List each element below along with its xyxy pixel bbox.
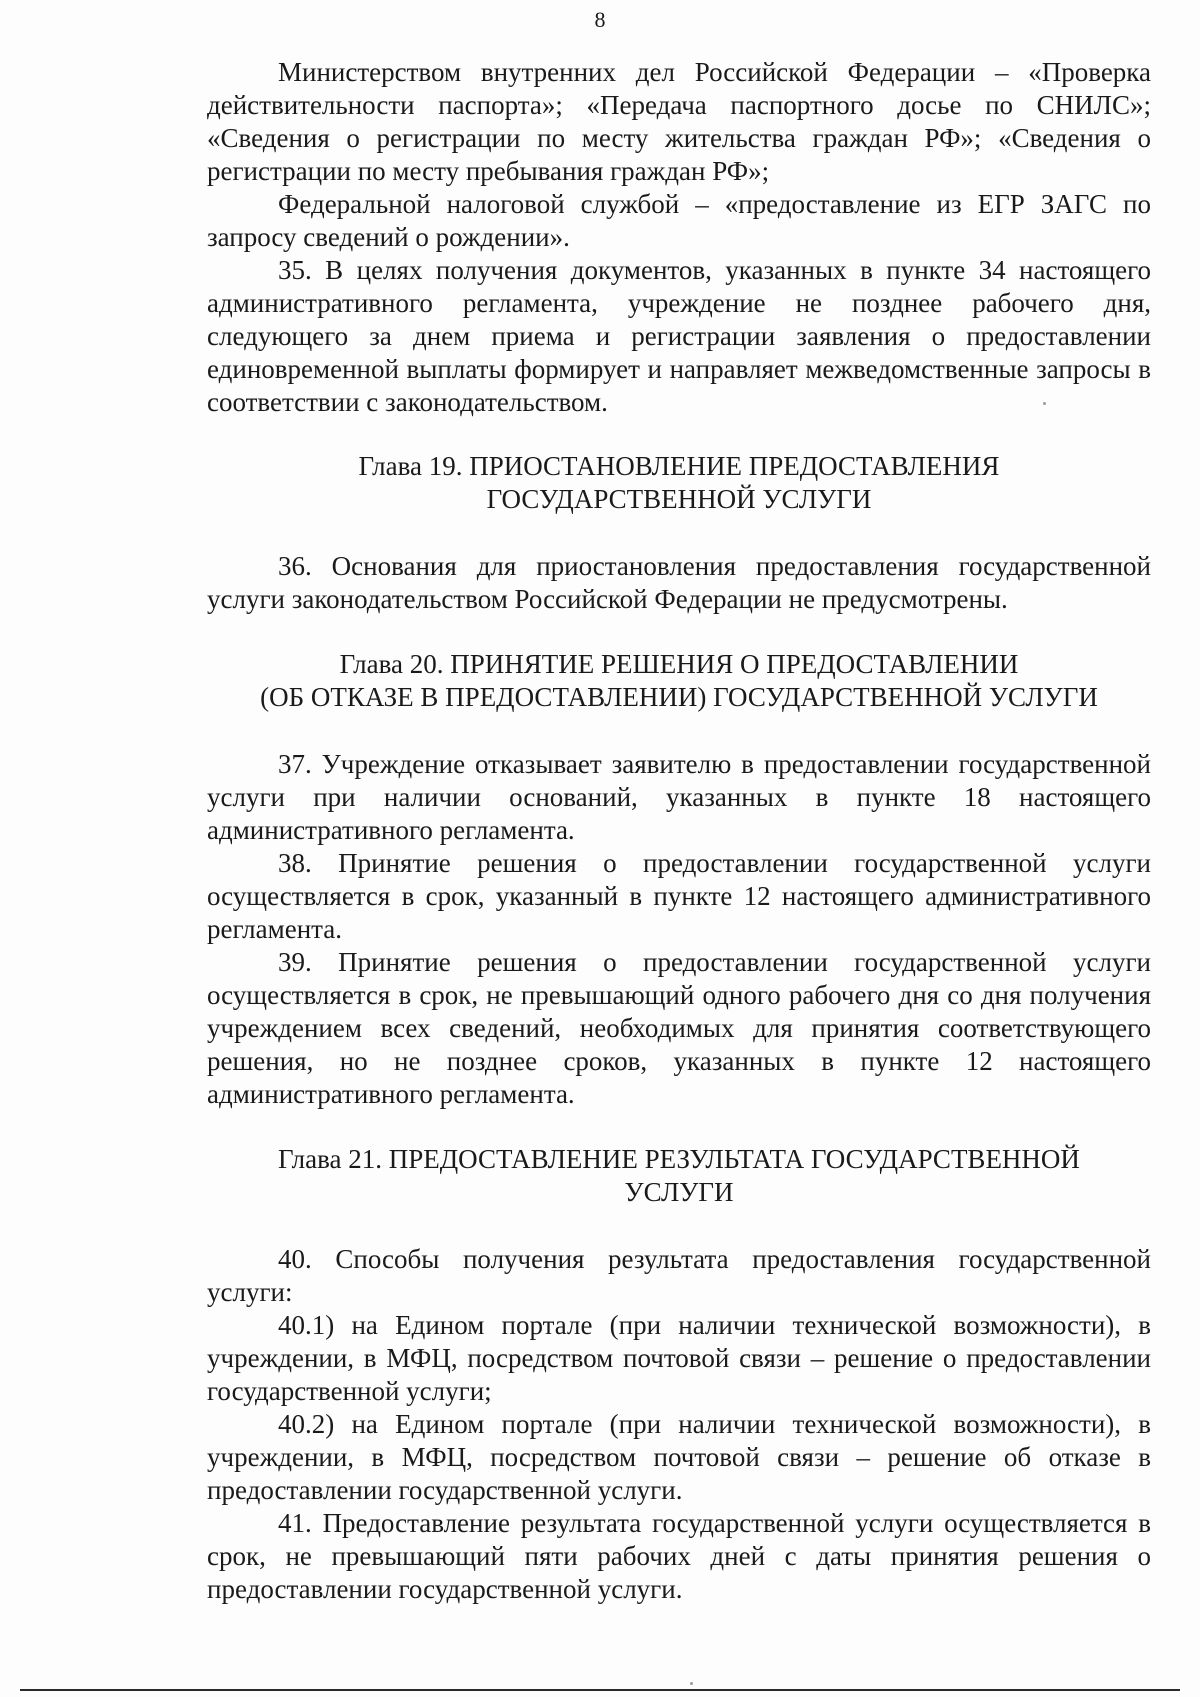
paragraph-mvd-services: Министерством внутренних дел Российской Федерации – «Проверка действительности паспорта»; «Передача паспортного досье по СНИЛС»; «Сведения о регистрации по месту жительства граждан РФ»; «Сведения о регистрации по месту пребывания граждан РФ»; bbox=[207, 57, 1151, 186]
scan-speck bbox=[1043, 402, 1046, 405]
chapter-19-heading bbox=[207, 450, 1151, 516]
document-body bbox=[207, 56, 1151, 1606]
paragraph-40-2: 40.2) на Едином портале (при наличии технической возможности), в учреждении, в МФЦ, посредством почтовой связи – решение об отказе в предоставлении государственной услуги. bbox=[207, 1409, 1151, 1505]
paragraph-37: 37. Учреждение отказывает заявителю в предоставлении государственной услуги при наличии оснований, указанных в пункте 18 настоящего административного регламента. bbox=[207, 749, 1151, 845]
page-number: 8 bbox=[594, 7, 606, 32]
chapter-20-heading-line-1: Глава 20. ПРИНЯТИЕ РЕШЕНИЯ О ПРЕДОСТАВЛЕНИИ bbox=[339, 649, 1019, 679]
chapter-21-heading-line-1: Глава 21. ПРЕДОСТАВЛЕНИЕ РЕЗУЛЬТАТА ГОСУДАРСТВЕННОЙ bbox=[278, 1144, 1080, 1174]
chapter-19-heading-line-1: Глава 19. ПРИОСТАНОВЛЕНИЕ ПРЕДОСТАВЛЕНИЯ bbox=[358, 451, 1000, 481]
paragraph-40-1: 40.1) на Едином портале (при наличии технической возможности), в учреждении, в МФЦ, посредством почтовой связи – решение о предоставлении государственной услуги; bbox=[207, 1310, 1151, 1406]
chapter-21-heading-line-2: УСЛУГИ bbox=[624, 1177, 734, 1207]
chapter-19-heading-line-2: ГОСУДАРСТВЕННОЙ УСЛУГИ bbox=[486, 484, 872, 514]
paragraph-41: 41. Предоставление результата государственной услуги осуществляется в срок, не превышающий пяти рабочих дней с даты принятия решения о предоставлении государственной услуги. bbox=[207, 1508, 1151, 1604]
paragraph-35: 35. В целях получения документов, указанных в пункте 34 настоящего административного регламента, учреждение не позднее рабочего дня, следующего за днем приема и регистрации заявления о предоставлении единовременной выплаты формирует и направляет межведомственные запросы в соответствии с законодательством. bbox=[207, 255, 1151, 417]
paragraph-38: 38. Принятие решения о предоставлении государственной услуги осуществляется в срок, указанный в пункте 12 настоящего административного регламента. bbox=[207, 848, 1151, 944]
paragraph-fns-services: Федеральной налоговой службой – «предоставление из ЕГР ЗАГС по запросу сведений о рождении». bbox=[207, 189, 1151, 252]
paragraph-36: 36. Основания для приостановления предоставления государственной услуги законодательством Российской Федерации не предусмотрены. bbox=[207, 551, 1151, 614]
paragraph-40: 40. Способы получения результата предоставления государственной услуги: bbox=[207, 1244, 1151, 1307]
paragraph-39: 39. Принятие решения о предоставлении государственной услуги осуществляется в срок, не превышающий одного рабочего дня со дня получения учреждением всех сведений, необходимых для принятия соответствующего решения, но не позднее сроков, указанных в пункте 12 настоящего административного регламента. bbox=[207, 947, 1151, 1109]
chapter-20-heading bbox=[207, 648, 1151, 714]
chapter-21-heading bbox=[207, 1143, 1151, 1209]
chapter-20-heading-line-2: (ОБ ОТКАЗЕ В ПРЕДОСТАВЛЕНИИ) ГОСУДАРСТВЕННОЙ УСЛУГИ bbox=[260, 682, 1098, 712]
page-bottom-edge bbox=[20, 1689, 1180, 1691]
scan-speck bbox=[690, 1682, 693, 1685]
